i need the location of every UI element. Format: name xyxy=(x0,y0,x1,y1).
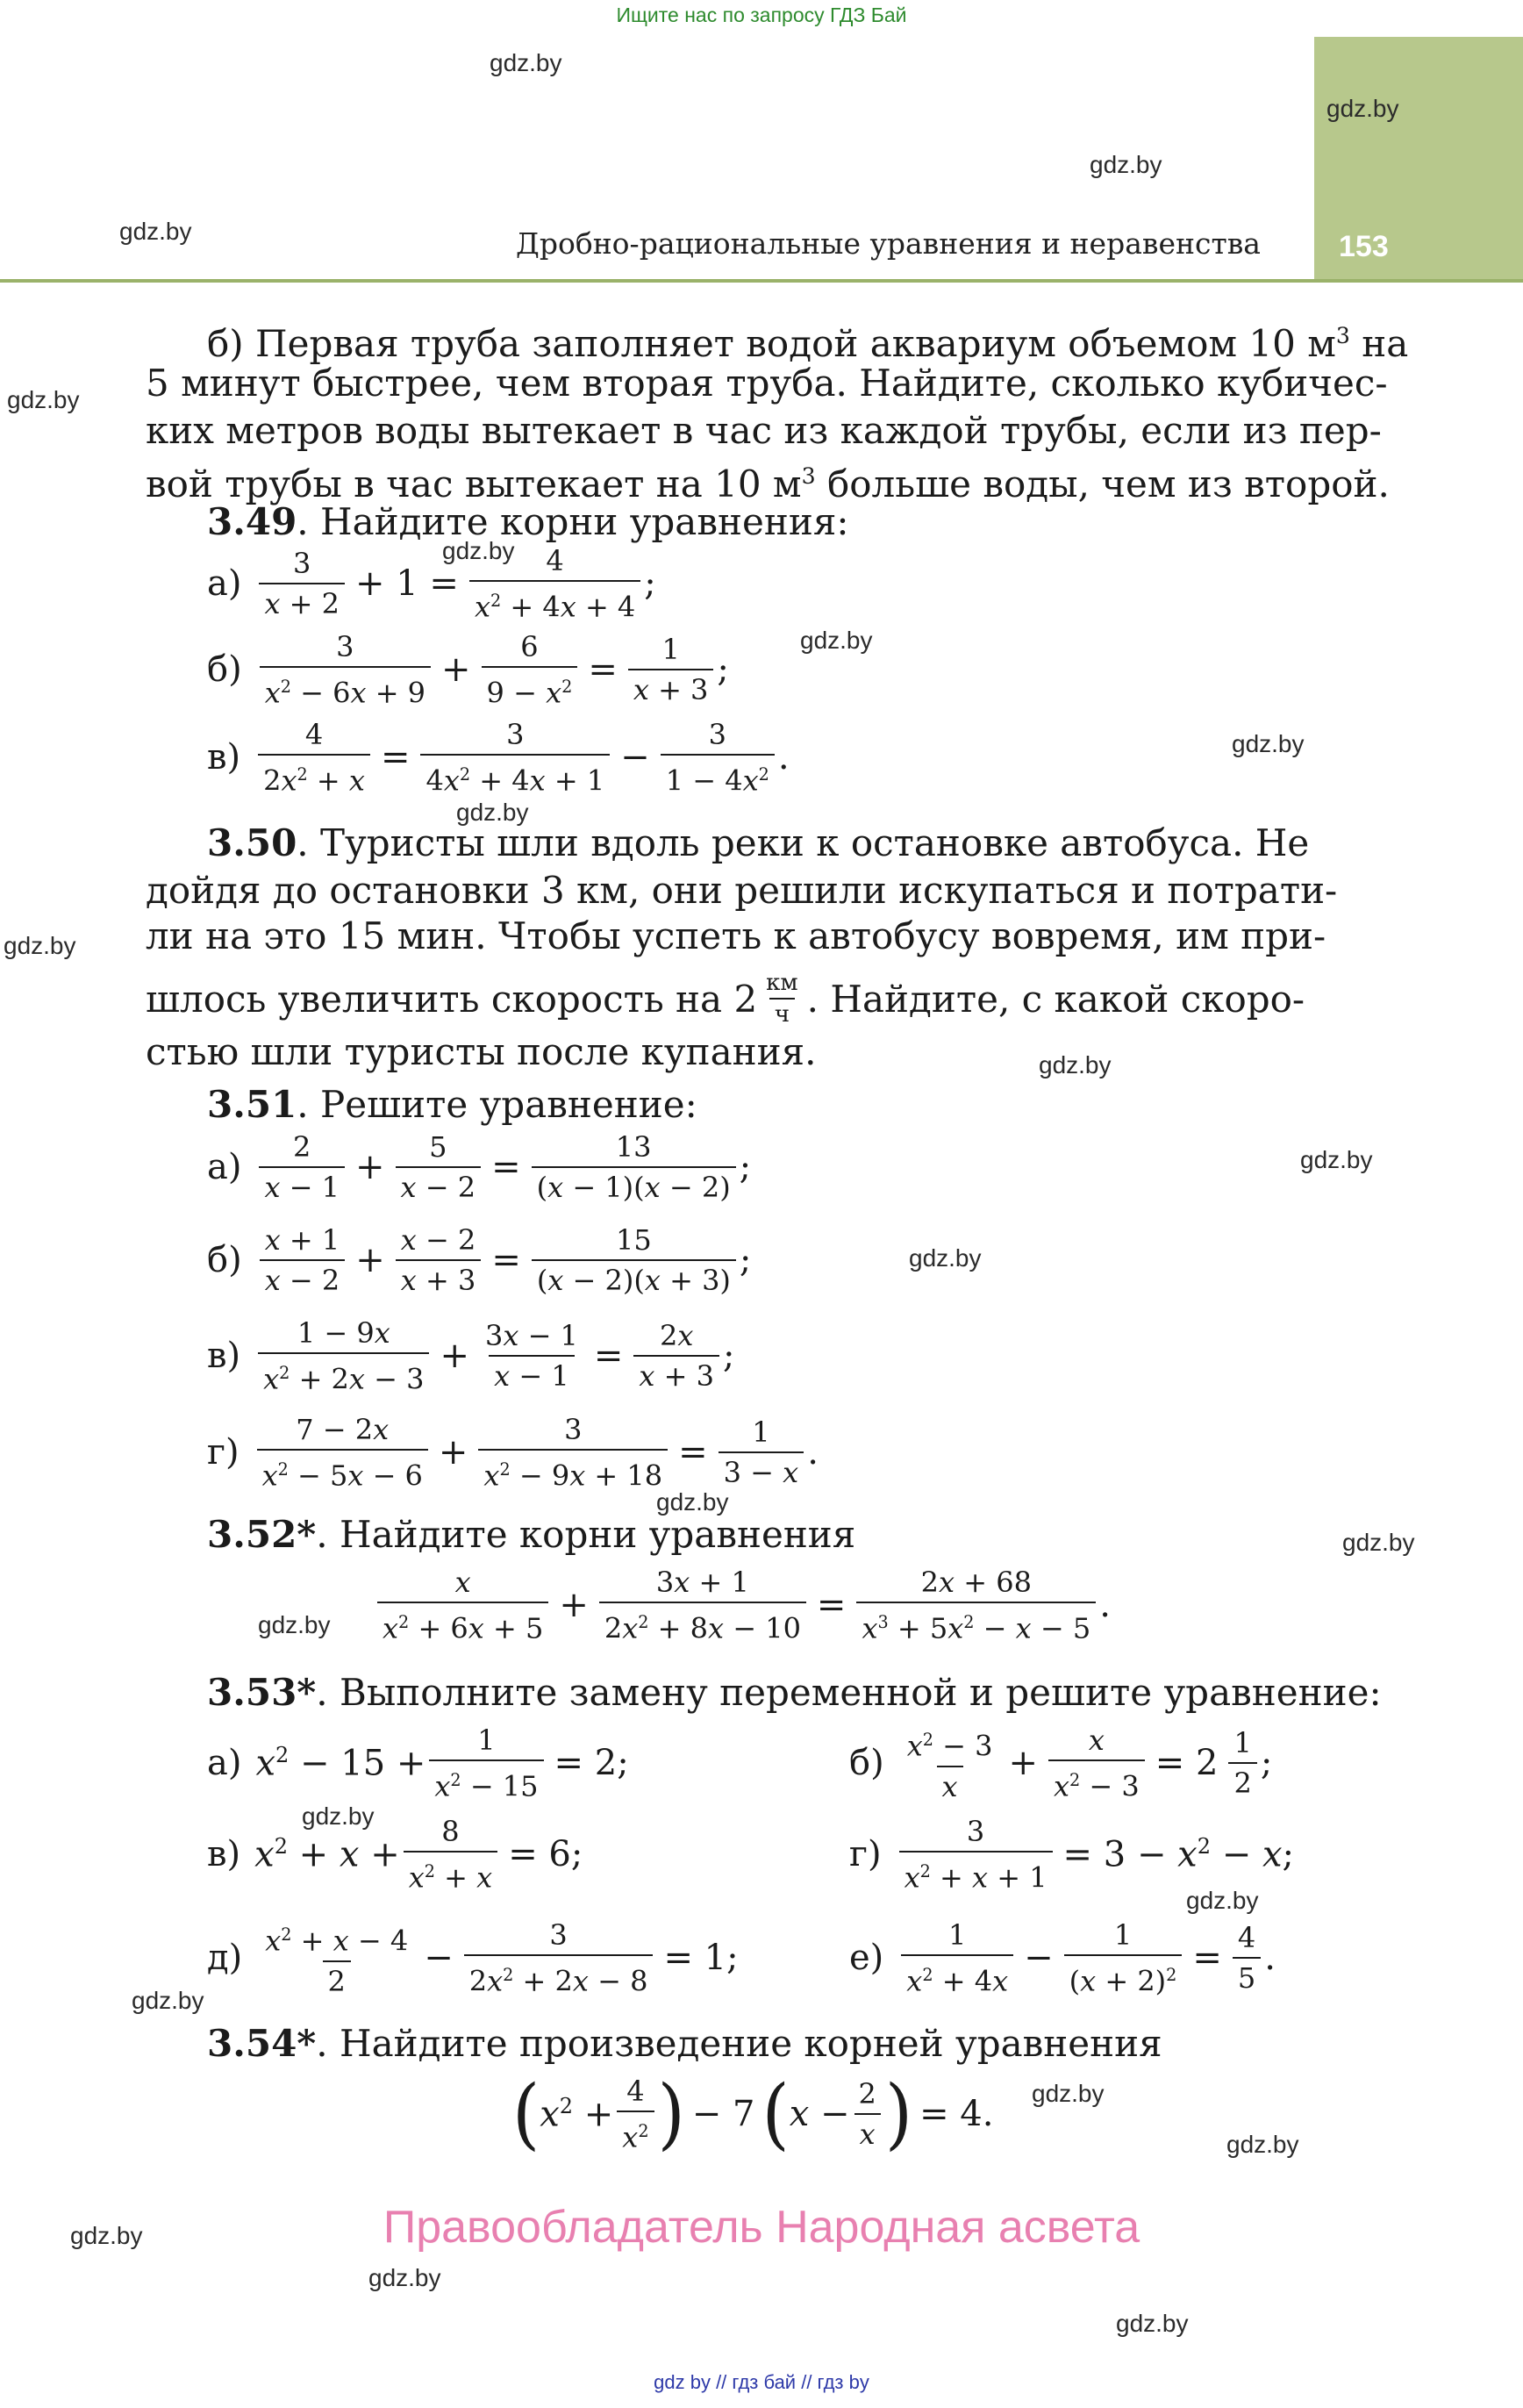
watermark: gdz.by xyxy=(4,932,76,959)
equation-353d: д) $x^2 + x - 4$ 2 − $\frac{3}{2x^2 + 2x - 8}$ = 1; xyxy=(207,1918,739,1998)
watermark: gdz.by xyxy=(258,1611,331,1638)
problem-353-heading: 3.53*. Выполните замену переменной и решите уравнение: xyxy=(207,1671,1382,1714)
equation-351a: а) 2 x − 1 + $\frac{5}{x - 2}$ = $\frac{13}{(x - 1)(x - 2)}$ ; xyxy=(207,1130,752,1204)
watermark: gdz.by xyxy=(490,49,562,76)
problem-350-line1: 3.50. Туристы шли вдоль реки к остановке автобуса. Не xyxy=(207,821,1310,864)
watermark: gdz.by xyxy=(909,1244,982,1272)
equation-353g: г) $\frac{3}{x^2 + x + 1}$ = $3 - x^2 - x$; xyxy=(849,1815,1295,1895)
footer-links[interactable]: gdz by // гдз бай // гдз by xyxy=(654,2371,869,2393)
equation-349a: а) 3 x + 2 + 1 = $\frac{4}{x^2 + 4x + 4}$ ; xyxy=(207,544,656,624)
watermark: gdz.by xyxy=(1342,1529,1415,1556)
watermark: gdz.by xyxy=(1039,1051,1112,1079)
watermark: gdz.by xyxy=(442,537,515,564)
watermark: gdz.by xyxy=(70,2222,143,2249)
problem-349-heading: 3.49. Найдите корни уравнения: xyxy=(207,500,849,543)
problem-348b-line4: вой трубы в час вытекает на 10 $м^3$ больше воды, чем из второй. xyxy=(146,462,1390,505)
watermark: gdz.by xyxy=(1032,2080,1105,2107)
watermark: gdz.by xyxy=(800,627,873,654)
problem-350-line2: дойдя до остановки 3 км, они решили искупаться и потрати- xyxy=(146,869,1338,912)
problem-348b-line3: ких метров воды вытекает в час из каждой трубы, если из пер- xyxy=(146,409,1382,452)
problem-351-heading: 3.51. Решите уравнение: xyxy=(207,1083,697,1126)
problem-350-line5: стью шли туристы после купания. xyxy=(146,1030,817,1073)
search-banner: Ищите нас по запросу ГДЗ Бай xyxy=(616,4,907,26)
problem-352-heading: 3.52*. Найдите корни уравнения xyxy=(207,1513,856,1556)
equation-349b: б) 3 $x^2 - 6x + 9$ + $\frac{6}{9 - x^2}$ = $\frac{1}{x + 3}$ ; xyxy=(207,630,729,710)
watermark: gdz.by xyxy=(368,2264,441,2291)
watermark: gdz.by xyxy=(656,1488,729,1516)
watermark: gdz.by xyxy=(456,799,529,826)
problem-350-line4: шлось увеличить скорость на 2 км ч . Найдите, с какой скоро- xyxy=(146,970,1305,1028)
watermark: gdz.by xyxy=(132,1987,204,2014)
equation-353b: б) $x^2 - 3$ x + $\frac{x}{x^2 - 3}$ = 2 1 2 ; xyxy=(849,1724,1273,1803)
equation-351g: г) 7 − 2x $x^2 - 5x - 6$ + $\frac{3}{x^2 - 9x + 18}$ = $\frac{1}{3 - x}$ . xyxy=(207,1413,819,1493)
problem-348b-line2: 5 минут быстрее, чем вторая труба. Найдите, сколько кубичес- xyxy=(146,362,1388,405)
problem-354-heading: 3.54*. Найдите произведение корней уравнения xyxy=(207,2022,1162,2065)
page-number: 153 xyxy=(1339,230,1389,263)
watermark: gdz.by xyxy=(302,1802,375,1830)
equation-354: ( $x^2$ + $\frac{4}{x^2}$ ) − 7 ( x − $\frac{2}{x}$ ) = 4. xyxy=(512,2068,994,2159)
watermark: gdz.by xyxy=(119,218,192,245)
watermark: gdz.by xyxy=(1186,1887,1259,1914)
problem-350-line3: ли на это 15 мин. Чтобы успеть к автобусу вовремя, им при- xyxy=(146,914,1326,957)
equation-349v: в) $\frac{4}{2x^2 + x}$ = $\frac{3}{4x^2 + 4x + 1}$ − $\frac{3}{1 - 4x^2}$ . xyxy=(207,718,790,798)
header-rule xyxy=(0,279,1523,283)
watermark: gdz.by xyxy=(7,386,80,413)
equation-353e: е) 1 $x^2 + 4x$ − $\frac{1}{(x + 2)^2}$ = $\frac{4}{5}$ . xyxy=(849,1918,1276,1998)
watermark: gdz.by xyxy=(1326,95,1399,122)
watermark: gdz.by xyxy=(1300,1146,1373,1173)
equation-351v: в) 1 − 9x $x^2 + 2x - 3$ + $\frac{3x - 1}{x - 1}$ = $\frac{2x}{x + 3}$ ; xyxy=(207,1316,735,1396)
equation-352: x $x^2 + 6x + 5$ + $\frac{3x + 1}{2x^2 + 8x - 10}$ = $\frac{2x + 68}{x^3 + 5x^2 - x - 5}$ . xyxy=(374,1566,1111,1645)
watermark: gdz.by xyxy=(1090,151,1162,178)
watermark: gdz.by xyxy=(1232,730,1305,757)
watermark: gdz.by xyxy=(1226,2131,1299,2158)
copyright-claim: Правообладатель Народная асвета xyxy=(383,2202,1140,2253)
equation-353v: в) $x^2 + x$ + $\frac{8}{x^2 + x}$ = 6; xyxy=(207,1815,583,1895)
equation-351b: б) x + 1 x − 2 + $\frac{x - 2}{x + 3}$ = $\frac{15}{(x - 2)(x + 3)}$ ; xyxy=(207,1223,752,1297)
running-head: Дробно-рациональные уравнения и неравенства xyxy=(516,226,1261,261)
problem-348b-line1: б) Первая труба заполняет водой аквариум объемом 10 $м^3$ на xyxy=(207,322,1409,365)
equation-353a: а) $x^2 - 15$ + $\frac{1}{x^2 - 15}$ = 2; xyxy=(207,1724,629,1803)
watermark: gdz.by xyxy=(1116,2310,1189,2337)
